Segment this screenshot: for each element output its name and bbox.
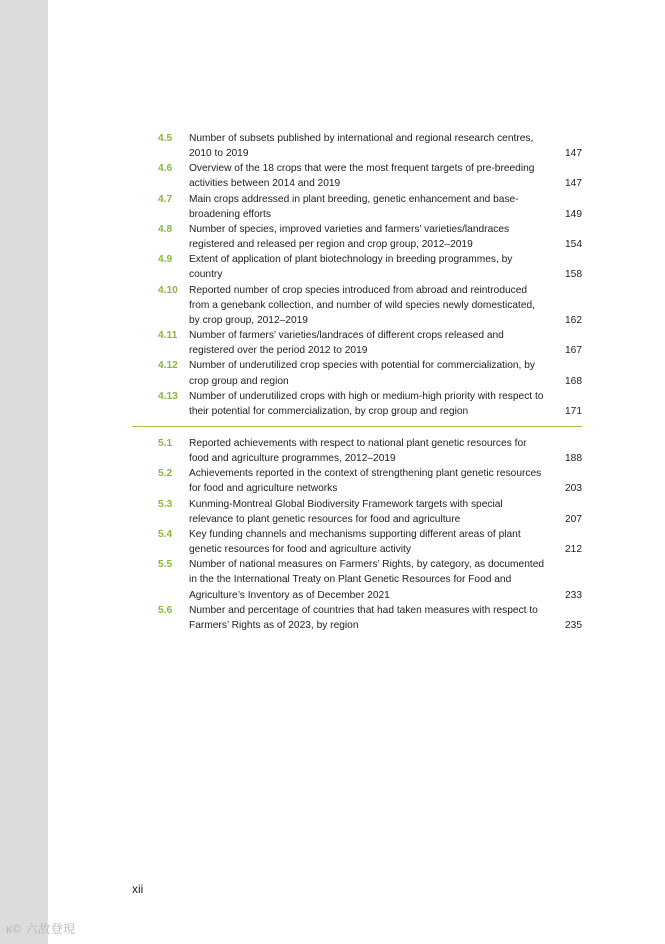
- entry-number: 5.4: [158, 528, 173, 540]
- entry-page: 212: [565, 544, 582, 556]
- toc-entry-5-4[interactable]: [158, 527, 582, 557]
- entry-title: Number of underutilized crop species with potential for commercialization, by crop group and region: [189, 360, 535, 387]
- entry-page: 158: [565, 269, 582, 281]
- entry-page: 203: [565, 483, 582, 495]
- entry-page: 168: [565, 375, 582, 387]
- entry-title: Number of underutilized crops with high or medium-high priority with respect to their potential for commercialization, by crop group and region: [189, 390, 544, 417]
- toc-entry-4-5[interactable]: [158, 131, 582, 161]
- entry-number: 4.6: [158, 163, 173, 175]
- toc-entry-4-12[interactable]: [158, 358, 582, 388]
- entry-number: 4.5: [158, 133, 173, 144]
- entry-title: Key funding channels and mechanisms supporting different areas of plant genetic resources for food and agriculture activity: [189, 528, 521, 556]
- entry-number: 5.5: [158, 559, 173, 571]
- entry-number: 5.6: [158, 604, 173, 616]
- entry-page: 149: [565, 208, 582, 220]
- entry-page: 167: [565, 345, 582, 357]
- toc-entry-5-1[interactable]: [158, 436, 582, 466]
- toc-entry-5-2[interactable]: [158, 466, 582, 496]
- entry-title: Number of farmers’ varieties/landraces of different crops released and registered over the period 2012 to 2019: [189, 330, 504, 357]
- entry-title: Number of subsets published by international and regional research centres, 2010 to 2019: [189, 133, 534, 160]
- section-divider: [132, 426, 582, 427]
- toc-entry-4-8[interactable]: [158, 222, 582, 252]
- entry-title: Reported number of crop species introduced from abroad and reintroduced from a genebank collection, and number of wild species newly domesticated, by crop group, 2012–2019: [189, 284, 535, 326]
- entry-page: 235: [565, 619, 582, 631]
- entry-number: 5.2: [158, 468, 173, 480]
- entry-page: 233: [565, 589, 582, 601]
- entry-number: 4.8: [158, 223, 173, 235]
- entry-title: Number of national measures on Farmers’ Rights, by category, as documented in the the International Treaty on Plant Genetic Resources for Food and Agriculture’s Inventory as of December 2021: [189, 559, 545, 601]
- entry-number: 4.11: [158, 330, 178, 342]
- entry-page: 207: [565, 513, 582, 525]
- toc-section-5: [158, 436, 582, 633]
- toc-entry-4-13[interactable]: [158, 389, 582, 419]
- toc-section-4: [158, 131, 582, 419]
- entry-title: Extent of application of plant biotechnology in breeding programmes, by country: [189, 254, 513, 281]
- entry-page: 147: [565, 148, 582, 160]
- toc-entry-5-5[interactable]: [158, 557, 582, 602]
- page-margin-band: [0, 0, 48, 944]
- list-of-tables: [158, 131, 582, 633]
- toc-entry-4-11[interactable]: [158, 328, 582, 358]
- entry-page: 188: [565, 453, 582, 465]
- entry-title: Achievements reported in the context of strengthening plant genetic resources for food and agriculture networks: [189, 468, 542, 495]
- entry-number: 4.12: [158, 360, 178, 372]
- entry-title: Number and percentage of countries that had taken measures with respect to Farmers’ Rights as of 2023, by region: [189, 604, 538, 631]
- entry-number: 5.1: [158, 437, 173, 449]
- watermark: ĸ© 六敌登現: [6, 922, 76, 936]
- entry-number: 4.10: [158, 284, 178, 296]
- entry-title: Main crops addressed in plant breeding, genetic enhancement and base-broadening efforts: [189, 193, 519, 220]
- entry-number: 5.3: [158, 498, 173, 510]
- toc-entry-4-6[interactable]: [158, 161, 582, 191]
- entry-title: Overview of the 18 crops that were the most frequent targets of pre-breeding activities between 2014 and 2019: [189, 163, 535, 190]
- entry-number: 4.9: [158, 254, 173, 266]
- entry-page: 171: [565, 405, 582, 417]
- toc-entry-4-10[interactable]: [158, 283, 582, 328]
- entry-title: Reported achievements with respect to national plant genetic resources for food and agriculture programmes, 2012–2019: [189, 437, 527, 465]
- entry-title: Number of species, improved varieties and farmers’ varieties/landraces registered and released per region and crop group, 2012–2019: [189, 223, 510, 251]
- toc-entry-4-9[interactable]: [158, 252, 582, 282]
- entry-page: 162: [565, 314, 582, 326]
- entry-title: Kunming-Montreal Global Biodiversity Framework targets with special relevance to plant genetic resources for food and agriculture: [189, 498, 503, 525]
- page-number: xii: [132, 882, 144, 896]
- entry-page: 154: [565, 239, 582, 251]
- toc-entry-5-3[interactable]: [158, 497, 582, 527]
- entry-number: 4.13: [158, 390, 178, 402]
- entry-number: 4.7: [158, 193, 173, 205]
- toc-entry-5-6[interactable]: [158, 603, 582, 633]
- entry-page: 147: [565, 178, 582, 190]
- toc-entry-4-7[interactable]: [158, 192, 582, 222]
